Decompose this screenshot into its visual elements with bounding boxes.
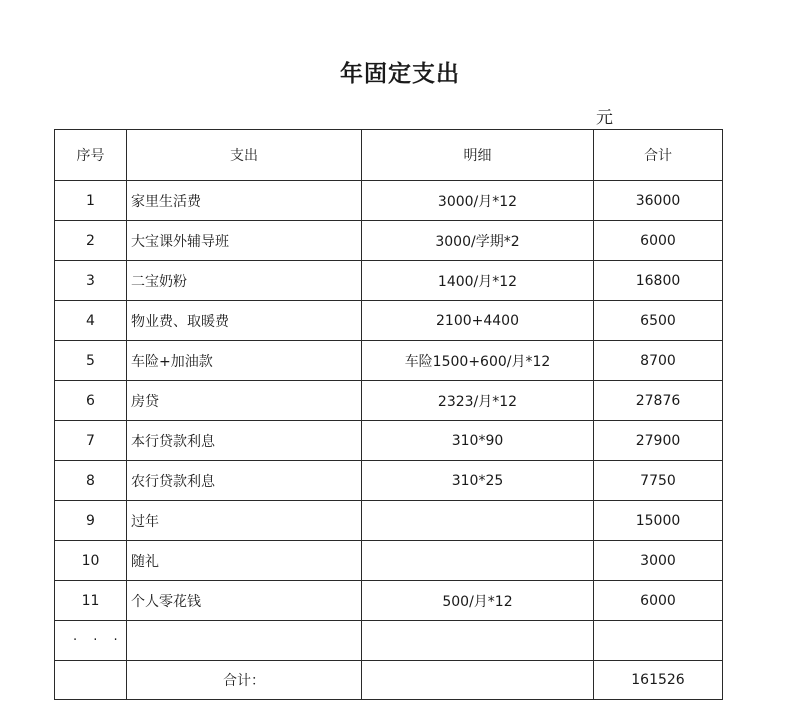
row-item: 随礼 [127, 541, 362, 581]
row-item: 车险+加油款 [127, 341, 362, 381]
total-empty-cell [55, 661, 127, 700]
table-row [55, 461, 723, 501]
row-total: 27900 [594, 421, 723, 461]
row-no: 10 [55, 541, 127, 581]
row-detail: 500/月*12 [362, 581, 594, 621]
row-total: 27876 [594, 381, 723, 421]
table-row [55, 421, 723, 461]
row-item: 物业费、取暖费 [127, 301, 362, 341]
row-item: 农行贷款利息 [127, 461, 362, 501]
header-item: 支出 [127, 130, 362, 181]
row-total: 16800 [594, 261, 723, 301]
row-total: 3000 [594, 541, 723, 581]
row-total: 6500 [594, 301, 723, 341]
row-detail: 3000/学期*2 [362, 221, 594, 261]
table-row [55, 181, 723, 221]
total-value: 161526 [594, 661, 723, 700]
table-row [55, 541, 723, 581]
row-detail: 2100+4400 [362, 301, 594, 341]
row-no: 3 [55, 261, 127, 301]
row-total: 6000 [594, 221, 723, 261]
row-item: 大宝课外辅导班 [127, 221, 362, 261]
table-row [55, 261, 723, 301]
row-item: 房贷 [127, 381, 362, 421]
table-total-row [55, 661, 723, 700]
table-row [55, 381, 723, 421]
total-detail-cell [362, 661, 594, 700]
row-detail: 310*25 [362, 461, 594, 501]
page-title: 年固定支出 [340, 61, 460, 87]
row-no: 8 [55, 461, 127, 501]
row-total: 8700 [594, 341, 723, 381]
table-row-ellipsis [55, 621, 723, 661]
row-total: 15000 [594, 501, 723, 541]
table-row [55, 221, 723, 261]
table-row [55, 581, 723, 621]
row-detail: 3000/月*12 [362, 181, 594, 221]
header-detail: 明细 [362, 130, 594, 181]
row-item: 二宝奶粉 [127, 261, 362, 301]
row-no: 2 [55, 221, 127, 261]
row-total: 36000 [594, 181, 723, 221]
row-no: 7 [55, 421, 127, 461]
row-detail: 2323/月*12 [362, 381, 594, 421]
row-item: 过年 [127, 501, 362, 541]
row-detail [362, 621, 594, 661]
row-detail [362, 541, 594, 581]
row-no: · · · [55, 621, 127, 661]
total-label: 合计： [127, 661, 362, 700]
row-no: 4 [55, 301, 127, 341]
header-total: 合计 [594, 130, 723, 181]
row-no: 5 [55, 341, 127, 381]
row-total: 7750 [594, 461, 723, 501]
row-no: 9 [55, 501, 127, 541]
row-detail: 310*90 [362, 421, 594, 461]
row-total [594, 621, 723, 661]
row-item [127, 621, 362, 661]
unit-label: 元 [596, 108, 613, 128]
row-item: 本行贷款利息 [127, 421, 362, 461]
table-row [55, 341, 723, 381]
row-detail [362, 501, 594, 541]
header-no: 序号 [55, 130, 127, 181]
expense-table [54, 129, 723, 700]
row-no: 6 [55, 381, 127, 421]
row-no: 1 [55, 181, 127, 221]
row-item: 家里生活费 [127, 181, 362, 221]
table-row [55, 301, 723, 341]
table-row [55, 501, 723, 541]
row-no: 11 [55, 581, 127, 621]
row-detail: 1400/月*12 [362, 261, 594, 301]
table-header-row [55, 130, 723, 181]
row-total: 6000 [594, 581, 723, 621]
row-detail: 车险1500+600/月*12 [362, 341, 594, 381]
row-item: 个人零花钱 [127, 581, 362, 621]
